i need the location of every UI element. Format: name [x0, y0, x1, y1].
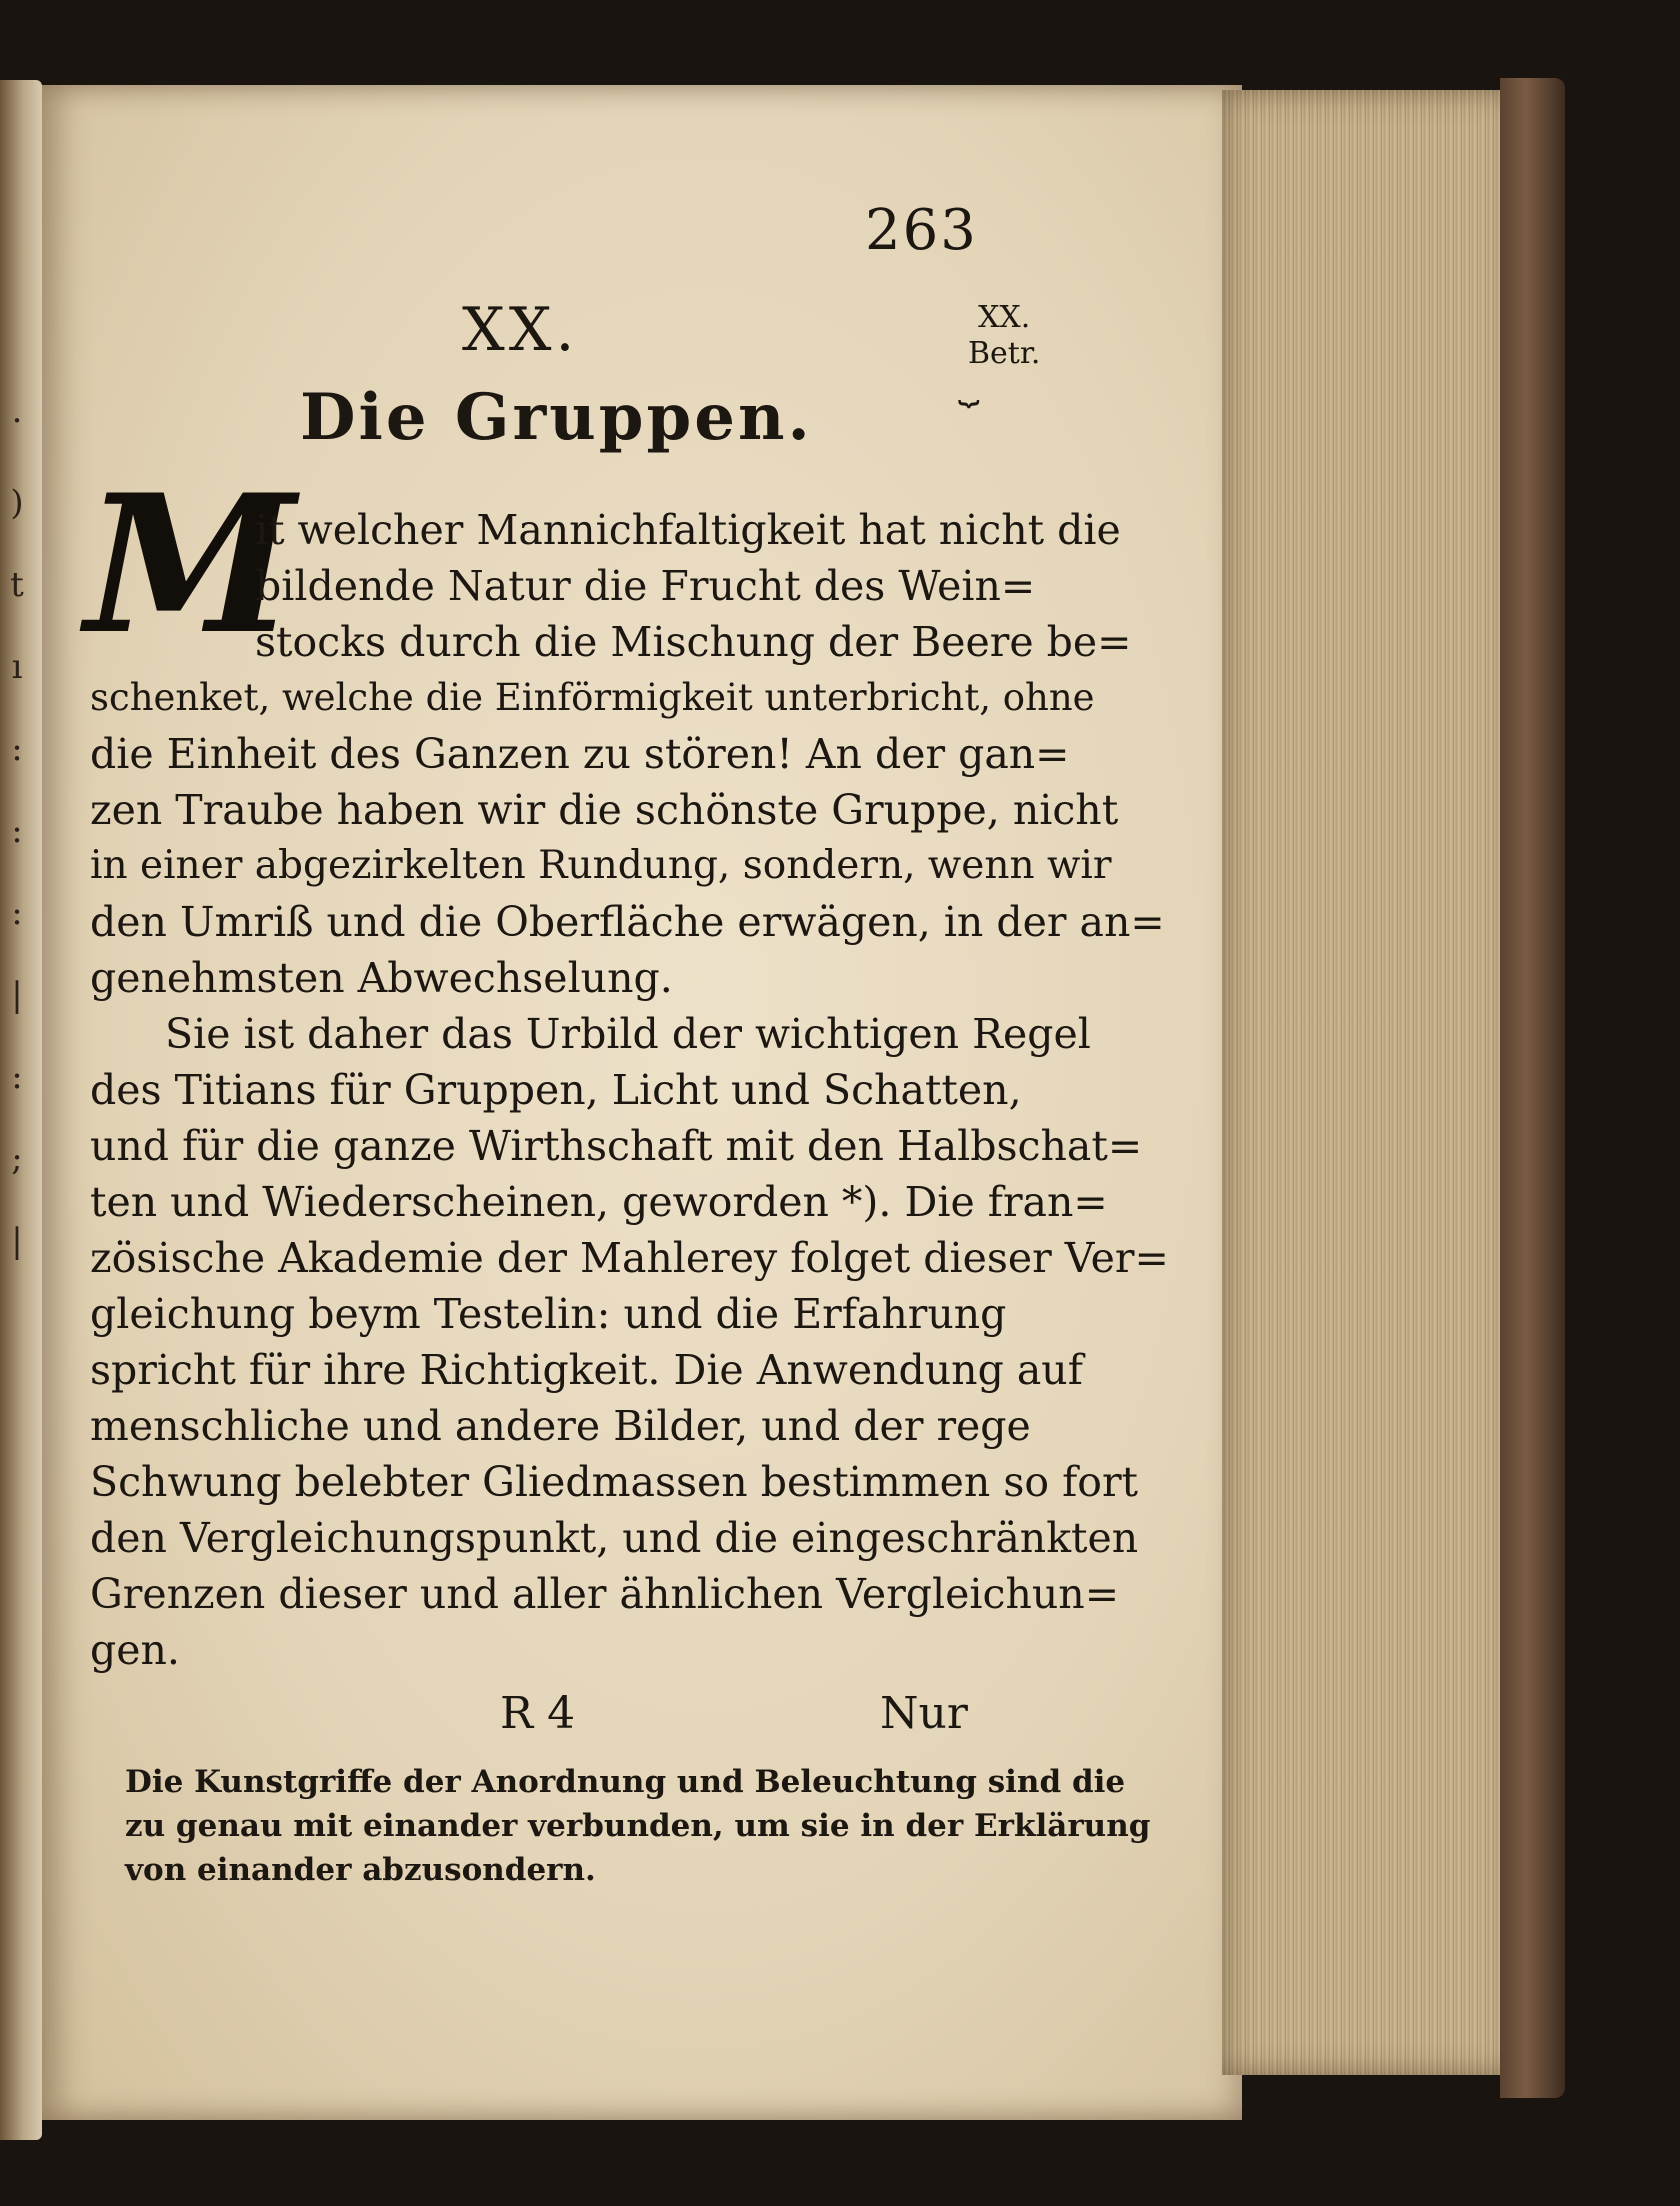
- body-line: den Umriß und die Oberfläche erwägen, in der an=: [90, 898, 1165, 946]
- body-line: des Titians für Gruppen, Licht und Schatten,: [90, 1066, 1022, 1114]
- margin-note-line2: Betr.: [968, 336, 1041, 371]
- body-line: stocks durch die Mischung der Beere be=: [255, 618, 1132, 666]
- margin-brace-icon: ⏟: [958, 365, 980, 406]
- body-line: in einer abgezirkelten Rundung, sondern, wenn wir: [90, 843, 1112, 888]
- footnote-line: von einander abzusondern.: [125, 1852, 596, 1888]
- body-line: ten und Wiederscheinen, geworden *). Die fran=: [90, 1178, 1108, 1226]
- body-line: it welcher Mannichfaltigkeit hat nicht die: [255, 506, 1121, 554]
- chapter-number: XX.: [462, 295, 579, 365]
- body-line: die Einheit des Ganzen zu stören! An der gan=: [90, 730, 1070, 778]
- body-line: bildende Natur die Frucht des Wein=: [255, 562, 1036, 610]
- body-line: menschliche und andere Bilder, und der rege: [90, 1402, 1031, 1450]
- body-line: Grenzen dieser und aller ähnlichen Vergleichun=: [90, 1570, 1120, 1618]
- body-line: den Vergleichungspunkt, und die eingeschränkten: [90, 1514, 1139, 1562]
- page-edges: [1222, 90, 1517, 2075]
- signature-mark: R 4: [500, 1688, 576, 1739]
- body-line: zösische Akademie der Mahlerey folget dieser Ver=: [90, 1234, 1169, 1282]
- body-line: Schwung belebter Gliedmassen bestimmen so fort: [90, 1458, 1139, 1506]
- catchword: Nur: [880, 1688, 968, 1739]
- body-line: schenket, welche die Einförmigkeit unterbricht, ohne: [90, 676, 1095, 719]
- body-line: und für die ganze Wirthschaft mit den Halbschat=: [90, 1122, 1143, 1170]
- footnote-line: zu genau mit einander verbunden, um sie in der Erklärung: [125, 1808, 1151, 1844]
- chapter-title: Die Gruppen.: [300, 380, 813, 455]
- body-line: genehmsten Abwechselung.: [90, 954, 673, 1002]
- page-number: 263: [865, 198, 978, 263]
- left-page-text-fragments: · ) t ı : : : | : ; |: [10, 401, 24, 1261]
- body-line: Sie ist daher das Urbild der wichtigen Regel: [165, 1010, 1091, 1058]
- margin-note: [968, 300, 1040, 372]
- body-line: gen.: [90, 1626, 180, 1674]
- body-line: zen Traube haben wir die schönste Gruppe, nicht: [90, 786, 1119, 834]
- footnote-line: Die Kunstgriffe der Anordnung und Beleuchtung sind die: [125, 1764, 1126, 1800]
- body-line: spricht für ihre Richtigkeit. Die Anwendung auf: [90, 1346, 1083, 1394]
- body-line: gleichung beym Testelin: und die Erfahrung: [90, 1290, 1007, 1338]
- margin-note-line1: XX.: [978, 300, 1031, 335]
- book-cover-edge: [1500, 78, 1565, 2098]
- drop-cap: M: [85, 453, 296, 676]
- left-facing-page: [0, 80, 42, 2140]
